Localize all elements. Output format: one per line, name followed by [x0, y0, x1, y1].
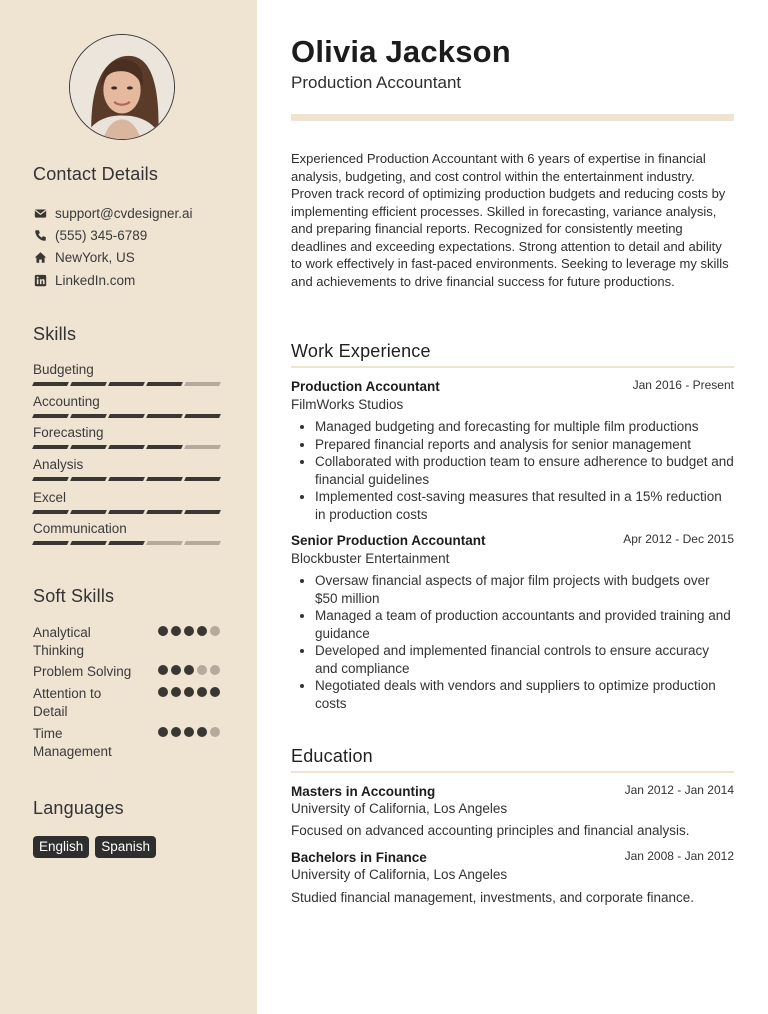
job-company: Blockbuster Entertainment — [291, 551, 450, 566]
envelope-icon — [33, 206, 47, 220]
degree-date: Jan 2008 - Jan 2012 — [624, 849, 734, 863]
soft-skill-rating — [158, 665, 220, 675]
rating-dot — [197, 727, 207, 737]
skill-level-segment — [108, 445, 145, 449]
job-bullet: Prepared financial reports and analysis for senior management — [291, 436, 735, 454]
skill-label: Excel — [33, 490, 67, 505]
title-divider — [291, 114, 734, 121]
education-heading: Education — [291, 746, 373, 766]
job-bullet: Negotiated deals with vendors and suppliers to optimize production costs — [291, 677, 735, 712]
skill-level-bar — [33, 445, 223, 449]
degree-date: Jan 2012 - Jan 2014 — [624, 783, 734, 797]
skill-level-segment — [184, 541, 221, 545]
phone-icon — [33, 228, 47, 242]
degree-school: University of California, Los Angeles — [291, 867, 508, 882]
soft-skill-label: Time Management — [33, 726, 112, 759]
soft-skill-rating — [158, 626, 220, 636]
skill-level-bar — [33, 382, 223, 386]
rating-dot — [184, 687, 194, 697]
skill-level-segment — [146, 541, 183, 545]
skill-label: Forecasting — [33, 425, 104, 440]
job-bullet: Implemented cost-saving measures that resulted in a 15% reduction in production costs — [291, 488, 735, 523]
skill-item — [33, 457, 223, 481]
skill-level-segment — [184, 477, 221, 481]
degree-description: Studied financial management, investments, and corporate finance. — [291, 890, 694, 905]
contact-linkedin-text: LinkedIn.com — [55, 272, 136, 288]
job-bullets — [291, 418, 735, 523]
languages-heading: Languages — [33, 798, 124, 818]
language-badge: Spanish — [95, 836, 156, 858]
rating-dot — [210, 687, 220, 697]
rating-dot — [197, 687, 207, 697]
skill-level-segment — [146, 445, 183, 449]
avatar — [69, 34, 175, 140]
skill-label: Accounting — [33, 394, 100, 409]
degree-school: University of California, Los Angeles — [291, 801, 508, 816]
skill-level-segment — [108, 414, 145, 418]
skill-item — [33, 490, 223, 514]
rating-dot — [210, 665, 220, 675]
skill-level-segment — [108, 541, 145, 545]
work-heading: Work Experience — [291, 341, 431, 361]
soft-skill-item — [33, 725, 223, 760]
skill-level-segment — [108, 510, 145, 514]
skill-level-segment — [146, 510, 183, 514]
contact-location-text: NewYork, US — [55, 249, 135, 265]
skill-level-segment — [184, 445, 221, 449]
job-bullet: Collaborated with production team to ensure adherence to budget and financial guidelines — [291, 453, 735, 488]
skill-level-segment — [70, 414, 107, 418]
rating-dot — [158, 727, 168, 737]
job-bullet: Developed and implemented financial controls to ensure accuracy and compliance — [291, 642, 735, 677]
soft-skill-label: Attention to Detail — [33, 686, 102, 719]
rating-dot — [171, 687, 181, 697]
contact-email[interactable] — [33, 204, 193, 222]
skill-level-segment — [184, 510, 221, 514]
skills-heading: Skills — [33, 324, 77, 344]
contact-heading: Contact Details — [33, 164, 159, 184]
soft-skills-heading: Soft Skills — [33, 586, 115, 606]
skill-level-segment — [32, 445, 69, 449]
soft-skill-item — [33, 624, 223, 659]
rating-dot — [210, 626, 220, 636]
degree-title: Bachelors in Finance — [291, 850, 427, 865]
skill-level-segment — [146, 414, 183, 418]
sidebar — [0, 0, 257, 1014]
rating-dot — [171, 727, 181, 737]
rating-dot — [158, 687, 168, 697]
skill-level-segment — [108, 382, 145, 386]
contact-linkedin[interactable] — [33, 271, 135, 289]
skill-level-segment — [108, 477, 145, 481]
rating-dot — [197, 626, 207, 636]
language-badge: English — [33, 836, 89, 858]
skill-level-segment — [70, 382, 107, 386]
rating-dot — [184, 626, 194, 636]
job-title: Production Accountant — [291, 379, 440, 394]
contact-phone[interactable] — [33, 226, 147, 244]
skill-level-segment — [32, 541, 69, 545]
skill-item — [33, 425, 223, 449]
soft-skill-item — [33, 685, 223, 720]
job-bullets — [291, 572, 735, 712]
skill-label: Communication — [33, 521, 127, 536]
rating-dot — [171, 665, 181, 675]
skill-level-segment — [32, 414, 69, 418]
profile-photo — [70, 35, 174, 139]
skill-level-bar — [33, 477, 223, 481]
candidate-title: Production Accountant — [291, 73, 462, 92]
rating-dot — [210, 727, 220, 737]
education-divider — [291, 771, 734, 773]
skill-level-segment — [184, 414, 221, 418]
skill-item — [33, 362, 223, 386]
job-company: FilmWorks Studios — [291, 397, 404, 412]
contact-phone-text: (555) 345-6789 — [55, 227, 148, 243]
soft-skill-rating — [158, 687, 220, 697]
skill-level-segment — [146, 477, 183, 481]
skill-level-segment — [70, 445, 107, 449]
skill-item — [33, 521, 223, 545]
contact-location — [33, 248, 135, 266]
summary-text: Experienced Production Accountant with 6 years of expertise in financial analysis, budgeting, and cost control within the entertainment industry. Proven track record of optimizing production budgets and reducing costs by implementing efficient processes. Skilled in forecasting, variance analysis, and preparing financial reports. Recognized for consistently meeting deadlines and exceeding expectations. Strong attention to detail and ability to work effectively in fast-paced environments. Seeking to leverage my skills and achievements to drive financial success for future productions. — [291, 151, 729, 289]
skill-label: Analysis — [33, 457, 84, 472]
rating-dot — [171, 626, 181, 636]
job-bullet: Oversaw financial aspects of major film projects with budgets over $50 million — [291, 572, 735, 607]
skill-level-segment — [32, 510, 69, 514]
skill-level-segment — [32, 382, 69, 386]
skill-level-bar — [33, 414, 223, 418]
skill-level-segment — [32, 477, 69, 481]
rating-dot — [158, 626, 168, 636]
soft-skill-label: Analytical Thinking — [33, 625, 91, 658]
skill-level-bar — [33, 541, 223, 545]
candidate-name: Olivia Jackson — [291, 34, 511, 69]
work-divider — [291, 366, 734, 368]
languages-list — [33, 836, 156, 858]
skill-level-segment — [70, 477, 107, 481]
skill-level-segment — [184, 382, 221, 386]
soft-skill-rating — [158, 727, 220, 737]
job-date: Apr 2012 - Dec 2015 — [623, 532, 734, 546]
contact-email-text: support@cvdesigner.ai — [55, 205, 193, 221]
rating-dot — [158, 665, 168, 675]
skill-level-segment — [70, 541, 107, 545]
skill-item — [33, 394, 223, 418]
degree-description: Focused on advanced accounting principles and financial analysis. — [291, 823, 690, 838]
job-bullet: Managed a team of production accountants and provided training and guidance — [291, 607, 735, 642]
linkedin-icon — [33, 273, 47, 287]
rating-dot — [197, 665, 207, 675]
skill-level-bar — [33, 510, 223, 514]
skill-label: Budgeting — [33, 362, 94, 377]
degree-title: Masters in Accounting — [291, 784, 436, 799]
skill-level-segment — [146, 382, 183, 386]
job-date: Jan 2016 - Present — [632, 378, 734, 392]
job-title: Senior Production Accountant — [291, 533, 486, 548]
soft-skill-label: Problem Solving — [33, 664, 132, 679]
rating-dot — [184, 665, 194, 675]
job-bullet: Managed budgeting and forecasting for multiple film productions — [291, 418, 735, 436]
rating-dot — [184, 727, 194, 737]
skill-level-segment — [70, 510, 107, 514]
soft-skill-item — [33, 663, 223, 681]
home-icon — [33, 250, 47, 264]
